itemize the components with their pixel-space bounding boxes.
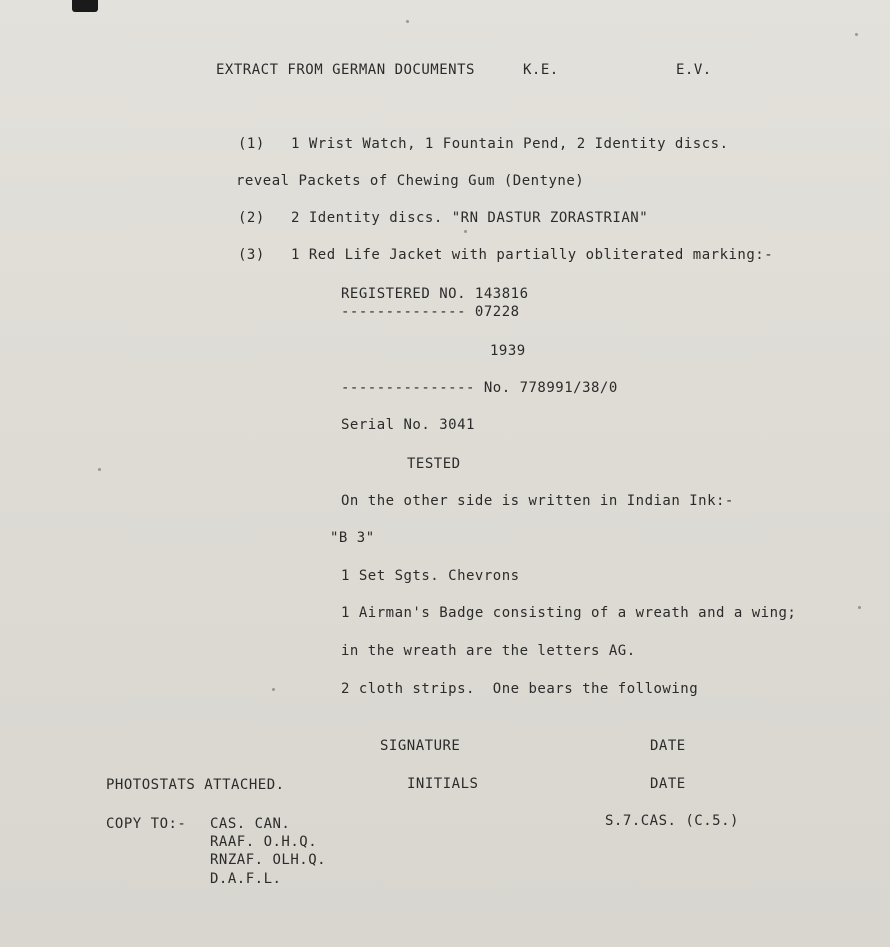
reference-ev: E.V. (676, 62, 712, 78)
initials-label: INITIALS (407, 776, 479, 792)
item-1-text: 1 Wrist Watch, 1 Fountain Pend, 2 Identity discs. (291, 136, 729, 152)
cloth-strips-line: 2 cloth strips. One bears the following (341, 681, 699, 697)
chevrons-item: 1 Set Sgts. Chevrons (341, 568, 520, 584)
b3-marking: "B 3" (330, 530, 375, 546)
copy-raaf: RAAF. O.H.Q. (210, 834, 318, 850)
photostats-attached: PHOTOSTATS ATTACHED. (106, 777, 285, 793)
date-label-2: DATE (650, 776, 686, 792)
item-1-number: (1) (238, 136, 265, 152)
item-1-continuation: reveal Packets of Chewing Gum (Dentyne) (236, 173, 585, 189)
marking-year: 1939 (490, 343, 526, 359)
signature-label: SIGNATURE (380, 738, 461, 754)
document-title: EXTRACT FROM GERMAN DOCUMENTS (216, 62, 475, 78)
registered-number: REGISTERED NO. 143816 (341, 286, 529, 302)
other-side-text: On the other side is written in Indian Ink:- (341, 493, 734, 509)
badge-line-1: 1 Airman's Badge consisting of a wreath and a wing; (341, 605, 797, 621)
dust-speck (272, 688, 275, 691)
reference-ke: K.E. (523, 62, 559, 78)
item-2-number: (2) (238, 210, 265, 226)
dust-speck (464, 230, 467, 233)
dust-speck (858, 606, 861, 609)
serial-number: Serial No. 3041 (341, 417, 475, 433)
dust-speck (98, 468, 101, 471)
date-label-1: DATE (650, 738, 686, 754)
copy-cas-can: CAS. CAN. (210, 816, 291, 832)
marking-number-line: --------------- No. 778991/38/0 (341, 380, 618, 396)
marking-line-07228: -------------- 07228 (341, 304, 520, 320)
copy-rnzaf: RNZAF. OLH.Q. (210, 852, 327, 868)
copy-to-label: COPY TO:- (106, 816, 187, 832)
tested-label: TESTED (407, 456, 461, 472)
dust-speck (406, 20, 409, 23)
copy-dafl: D.A.F.L. (210, 871, 282, 887)
scan-edge-mark (72, 0, 98, 12)
item-3-text: 1 Red Life Jacket with partially obliterated marking:- (291, 247, 774, 263)
item-2-text: 2 Identity discs. "RN DASTUR ZORASTRIAN" (291, 210, 649, 226)
s7-cas-reference: S.7.CAS. (C.5.) (605, 813, 739, 829)
dust-speck (855, 33, 858, 36)
badge-line-2: in the wreath are the letters AG. (341, 643, 636, 659)
item-3-number: (3) (238, 247, 265, 263)
